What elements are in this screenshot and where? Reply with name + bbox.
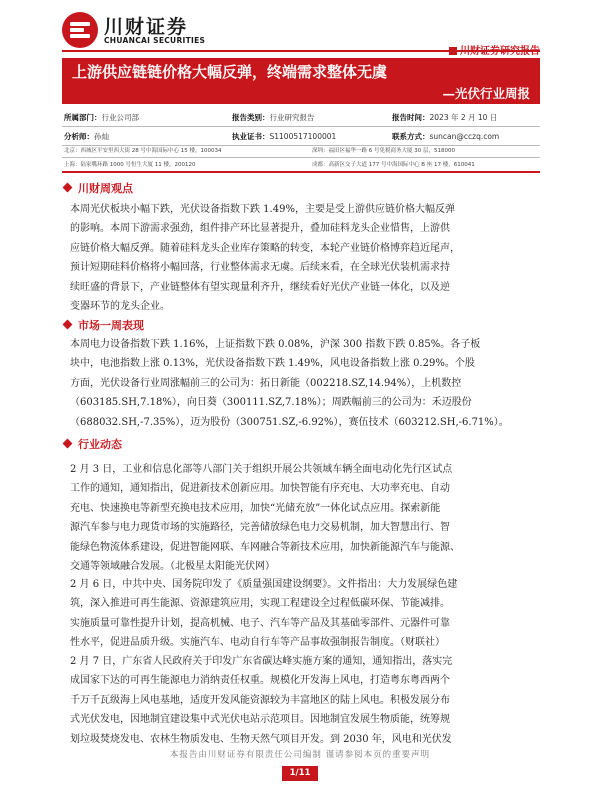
report-info-table [62,108,540,146]
section-heading-industry-news: 行业动态 [64,436,122,452]
weekly-view-paragraph: 本周光伏板块小幅下跌，光伏设备指数下跌 1.49%，主要是受上游供应链价格大幅反弹 的影响。本周下游需求强劲，组件排产环比显著提升，叠加硅料龙头企业惜售，上游供 应链价格大幅反弹。随着硅料龙头企业库存策略的转变，本轮产业链价格博弈趋近尾声， 预计短期硅料价格将小幅回落，行业整体需求无虞。后续来看，在全球光伏装机需求持 续旺盛的背景下，产业链整体有望实现量利齐升，继续看好光伏产业链一体化，以及逆 变器环节的龙头企业。 [70,204,460,313]
address-divider [62,157,540,158]
section-heading-weekly-view: 川财周观点 [64,180,133,196]
info-row-2: 分析师：孙灿 执业证书：S1100517100001 联系方式：suncan@cczq.com [62,127,540,146]
address-shenzhen: 深圳：福田区福华一路 6 号免税商务大厦 30 层，518000 [312,148,455,154]
diamond-bullet-icon [63,320,73,330]
address-shanghai: 上海：陆家嘴环路 1000 号恒生大厦 11 楼，200120 [64,162,196,168]
title-band [62,58,540,104]
industry-news-paragraph-3: 2 月 7 日，广东省人民政府关于印发广东省碳达峰实施方案的通知，通知指出，落实完 成国家下达的可再生能源电力消纳责任权重。规模化开发海上风电，打造粤东粤西两个 千万千瓦级海上风电基地，适度开发风能资源较为丰富地区的陆上风电。积极发展分布 式光伏发电，因地制宜建设集中式光伏电站示范项目。因地制宜发展生物质能，统筹规 划垃圾焚烧发电、农林生物质发电、生物天然气项目开发。到 2030 年，风电和光伏发 [70,656,453,745]
logo-chinese-name: 川财证券 [104,16,189,38]
address-beijing: 北京：西城区平安里西大街 28 号中海国际中心 15 楼，100034 [64,148,222,154]
section-heading-market: 市场一周表现 [64,317,144,333]
industry-news-paragraph-2: 2 月 6 日，中共中央、国务院印发了《质量强国建设纲要》。文件指出：大力发展绿色建 筑，深入推进可再生能源、资源建筑应用，实现工程建设全过程低碳环保、节能减排。 实施质量可靠性提升计划，提高机械、电子、汽车等产品及其基础零部件、元器件可靠 性水平，促进品质升级。实施汽车、电动自行车等产品事故强制报告制度。（财联社） [70,579,458,649]
address-chengdu: 成都：高新区交子大道 177 号中海国际中心 B 座 17 楼，610041 [312,162,475,168]
market-paragraph: 本周电力设备指数下跌 1.16%，上证指数下跌 0.08%，沪深 300 指数下跌 0.85%。各子板 块中，电池指数上涨 0.13%，光伏设备指数下跌 1.49%，风电设备指数上涨 0.29%。个股 方面，光伏设备行业周涨幅前三的公司为：拓日新能（002218.SZ,14.94%），上机数控 （603185.SH,7.18%），向日葵（300111.SZ,7.18%）；周跌幅前三的公司为：禾迈股份 （688032.SH,-7.35%），迈为股份（300751.SZ,-6.92%），赛伍技术（603212.SH,-6.71%）。 [70,339,509,428]
diamond-bullet-icon [63,439,73,449]
report-subtitle: —光伏行业周报 [442,86,530,101]
diamond-bullet-icon [63,183,73,193]
industry-news-paragraph-1: 2 月 3 日，工业和信息化部等八部门关于组织开展公共领域车辆全面电动化先行区试点 工作的通知，通知指出，促进新技术创新应用。加快智能有序充电、大功率充电、自动 充电、快速换电等新型充换电技术应用，加快“光储充放”一体化试点应用。探索新能 源汽车参与电力现货市场的实施路径，完善储放绿色电力交易机制，加大智慧出行、智 能绿色物流体系建设，促进智能网联、车网融合等新技术应用，加快新能源汽车与能源、 交通等领域融合发展。（北极星太阳能光伏网） [70,464,460,573]
report-title: 上游供应链链价格大幅反弹，终端需求整体无虞 [72,63,388,81]
report-header [62,12,540,48]
info-bottom-divider [62,171,540,173]
footer-disclaimer: 本报告由川财证券有限责任公司编制 谨请参阅本页的重要声明 [169,750,431,760]
header-divider [62,50,540,52]
info-row-1: 所属部门：行业公司部 报告类别：行业研究报告 报告时间：2023 年 2 月 10 日 [62,108,540,127]
logo-english-name: CHUANCAI SECURITIES [104,36,206,45]
chuancai-logo-icon [62,12,98,48]
page-number: 1/11 [282,766,318,781]
